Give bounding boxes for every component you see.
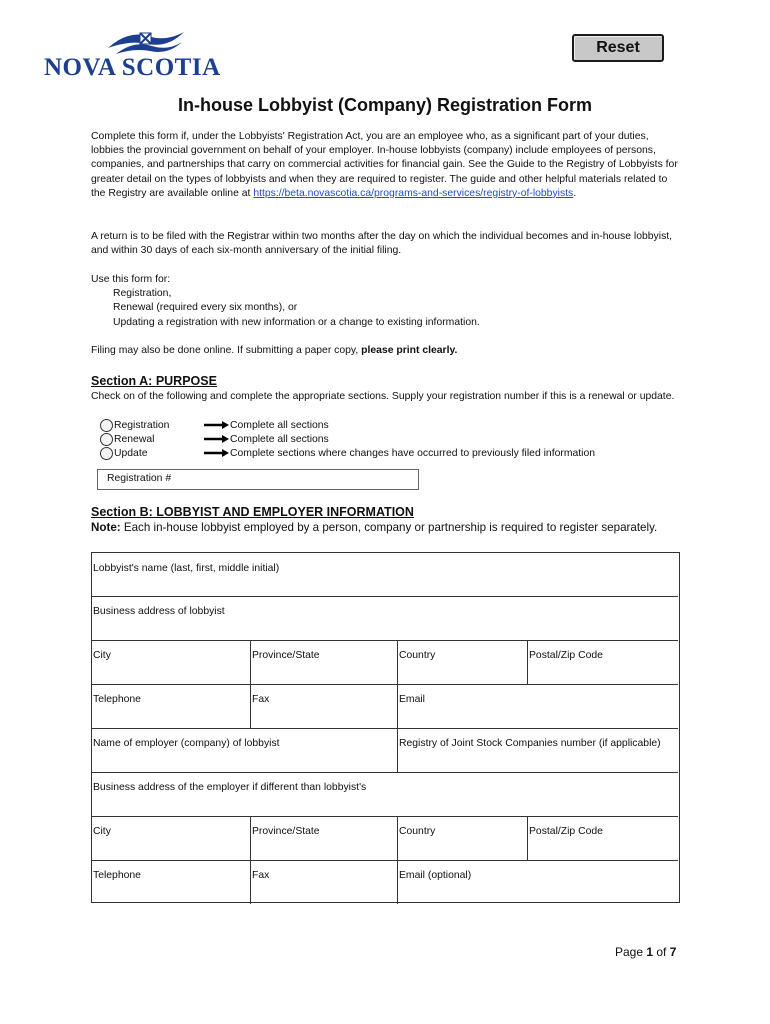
employer-email-field[interactable] bbox=[398, 860, 678, 904]
use-heading: Use this form for: bbox=[91, 274, 171, 285]
arrow-right-icon bbox=[204, 420, 230, 430]
postal-code-field[interactable] bbox=[528, 640, 678, 684]
note-label: Note: bbox=[91, 521, 121, 534]
page-current: 1 bbox=[646, 945, 654, 959]
option-action: Complete all sections bbox=[230, 433, 329, 445]
page-title: In-house Lobbyist (Company) Registration Form bbox=[177, 95, 592, 115]
option-action: Complete all sections bbox=[230, 419, 329, 431]
option-renewal bbox=[100, 432, 329, 446]
telephone-field[interactable] bbox=[92, 684, 250, 728]
note-text: Each in-house lobbyist employed by a person, company or partnership is required to register separately. bbox=[120, 521, 658, 534]
filing-note bbox=[91, 344, 683, 358]
registration-number-label: Registration # bbox=[107, 473, 172, 484]
page-total: 7 bbox=[669, 945, 677, 959]
filing-emphasis: please print clearly. bbox=[361, 345, 458, 356]
intro-end: . bbox=[573, 187, 577, 199]
section-b-note bbox=[91, 520, 681, 536]
field-label: Fax bbox=[252, 694, 270, 705]
field-label: City bbox=[93, 650, 111, 661]
registration-radio[interactable] bbox=[100, 419, 113, 432]
email-field[interactable] bbox=[398, 684, 678, 728]
employer-city-field[interactable] bbox=[92, 816, 250, 860]
use-item: Updating a registration with new information or a change to existing information. bbox=[113, 316, 480, 328]
country-field[interactable] bbox=[398, 640, 527, 684]
intro-text: Complete this form if, under the Lobbyists' Registration Act, you are an employee who, as a significant part of your duties, lobbies the provincial government on behalf of your employer. In-house lobbyists (company) include employees of persons, companies, and partnerships that carry on commercial activities for financial gain. See the Guide to the Registry of Lobbyists for greater detail on the types of lobbyists and when they are required to register. The guide and other helpful materials related to the Registry are available online at bbox=[91, 131, 678, 199]
field-label: Postal/Zip Code bbox=[529, 826, 603, 837]
use-item: Renewal (required every six months), or bbox=[113, 302, 298, 314]
field-label: Business address of lobbyist bbox=[93, 606, 225, 617]
option-registration bbox=[100, 418, 329, 432]
employer-province-field[interactable] bbox=[251, 816, 397, 860]
field-label: Fax bbox=[252, 870, 270, 881]
filing-deadline-paragraph: A return is to be filed with the Registrar within two months after the day on which the individual becomes and in-house lobbyist, and within 30 days of each six-month anniversary of the initial filing. bbox=[91, 231, 673, 257]
employer-fax-field[interactable] bbox=[251, 860, 397, 904]
employer-country-field[interactable] bbox=[398, 816, 527, 860]
registry-link[interactable]: https://beta.novascotia.ca/programs-and-services/registry-of-lobbyists bbox=[253, 187, 574, 199]
employer-address-field[interactable] bbox=[92, 772, 678, 816]
field-label: Province/State bbox=[252, 826, 320, 837]
option-label: Renewal bbox=[114, 433, 155, 445]
option-update bbox=[100, 446, 595, 460]
province-field[interactable] bbox=[251, 640, 397, 684]
lobbyist-info-table bbox=[91, 552, 680, 903]
field-label: Email bbox=[399, 694, 425, 705]
employer-postal-code-field[interactable] bbox=[528, 816, 678, 860]
field-label: Telephone bbox=[93, 694, 141, 705]
use-list bbox=[91, 273, 683, 330]
lobbyist-address-field[interactable] bbox=[92, 596, 678, 640]
reset-button[interactable]: Reset bbox=[572, 34, 664, 62]
section-a-heading: Section A: PURPOSE bbox=[91, 374, 217, 388]
field-label: City bbox=[93, 826, 111, 837]
section-a-instructions: Check on of the following and complete the appropriate sections. Supply your registration number if this is a renewal or update. bbox=[91, 391, 675, 402]
page-number bbox=[615, 945, 676, 959]
option-action: Complete sections where changes have occurred to previously filed information bbox=[230, 447, 596, 459]
lobbyist-name-field[interactable] bbox=[92, 553, 678, 596]
logo-text: NOVA SCOTIA bbox=[44, 54, 221, 81]
field-label: Telephone bbox=[93, 870, 141, 881]
field-label: Business address of the employer if different than lobbyist's bbox=[93, 782, 367, 793]
nova-scotia-logo bbox=[44, 28, 248, 82]
update-radio[interactable] bbox=[100, 447, 113, 460]
arrow-right-icon bbox=[204, 434, 230, 444]
use-item: Registration, bbox=[113, 288, 172, 300]
arrow-right-icon bbox=[204, 448, 230, 458]
field-label: Registry of Joint Stock Companies number (if applicable) bbox=[399, 738, 661, 749]
city-field[interactable] bbox=[92, 640, 250, 684]
registration-number-field[interactable] bbox=[97, 469, 419, 490]
field-label: Email (optional) bbox=[399, 870, 472, 881]
option-label: Registration bbox=[114, 419, 170, 431]
field-label: Country bbox=[399, 826, 436, 837]
page-prefix: Page bbox=[615, 945, 647, 959]
option-label: Update bbox=[114, 447, 148, 459]
filing-text: Filing may also be done online. If submitting a paper copy, bbox=[91, 345, 362, 356]
employer-name-field[interactable] bbox=[92, 728, 397, 772]
field-label: Name of employer (company) of lobbyist bbox=[93, 738, 280, 749]
field-label: Lobbyist's name (last, first, middle initial) bbox=[93, 563, 280, 574]
field-label: Country bbox=[399, 650, 436, 661]
fax-field[interactable] bbox=[251, 684, 397, 728]
field-label: Postal/Zip Code bbox=[529, 650, 603, 661]
field-label: Province/State bbox=[252, 650, 320, 661]
renewal-radio[interactable] bbox=[100, 433, 113, 446]
intro-paragraph bbox=[91, 130, 683, 201]
joint-stock-number-field[interactable] bbox=[398, 728, 678, 772]
section-b-heading: Section B: LOBBYIST AND EMPLOYER INFORMATION bbox=[91, 505, 414, 519]
page-of: of bbox=[653, 945, 670, 959]
employer-telephone-field[interactable] bbox=[92, 860, 250, 904]
